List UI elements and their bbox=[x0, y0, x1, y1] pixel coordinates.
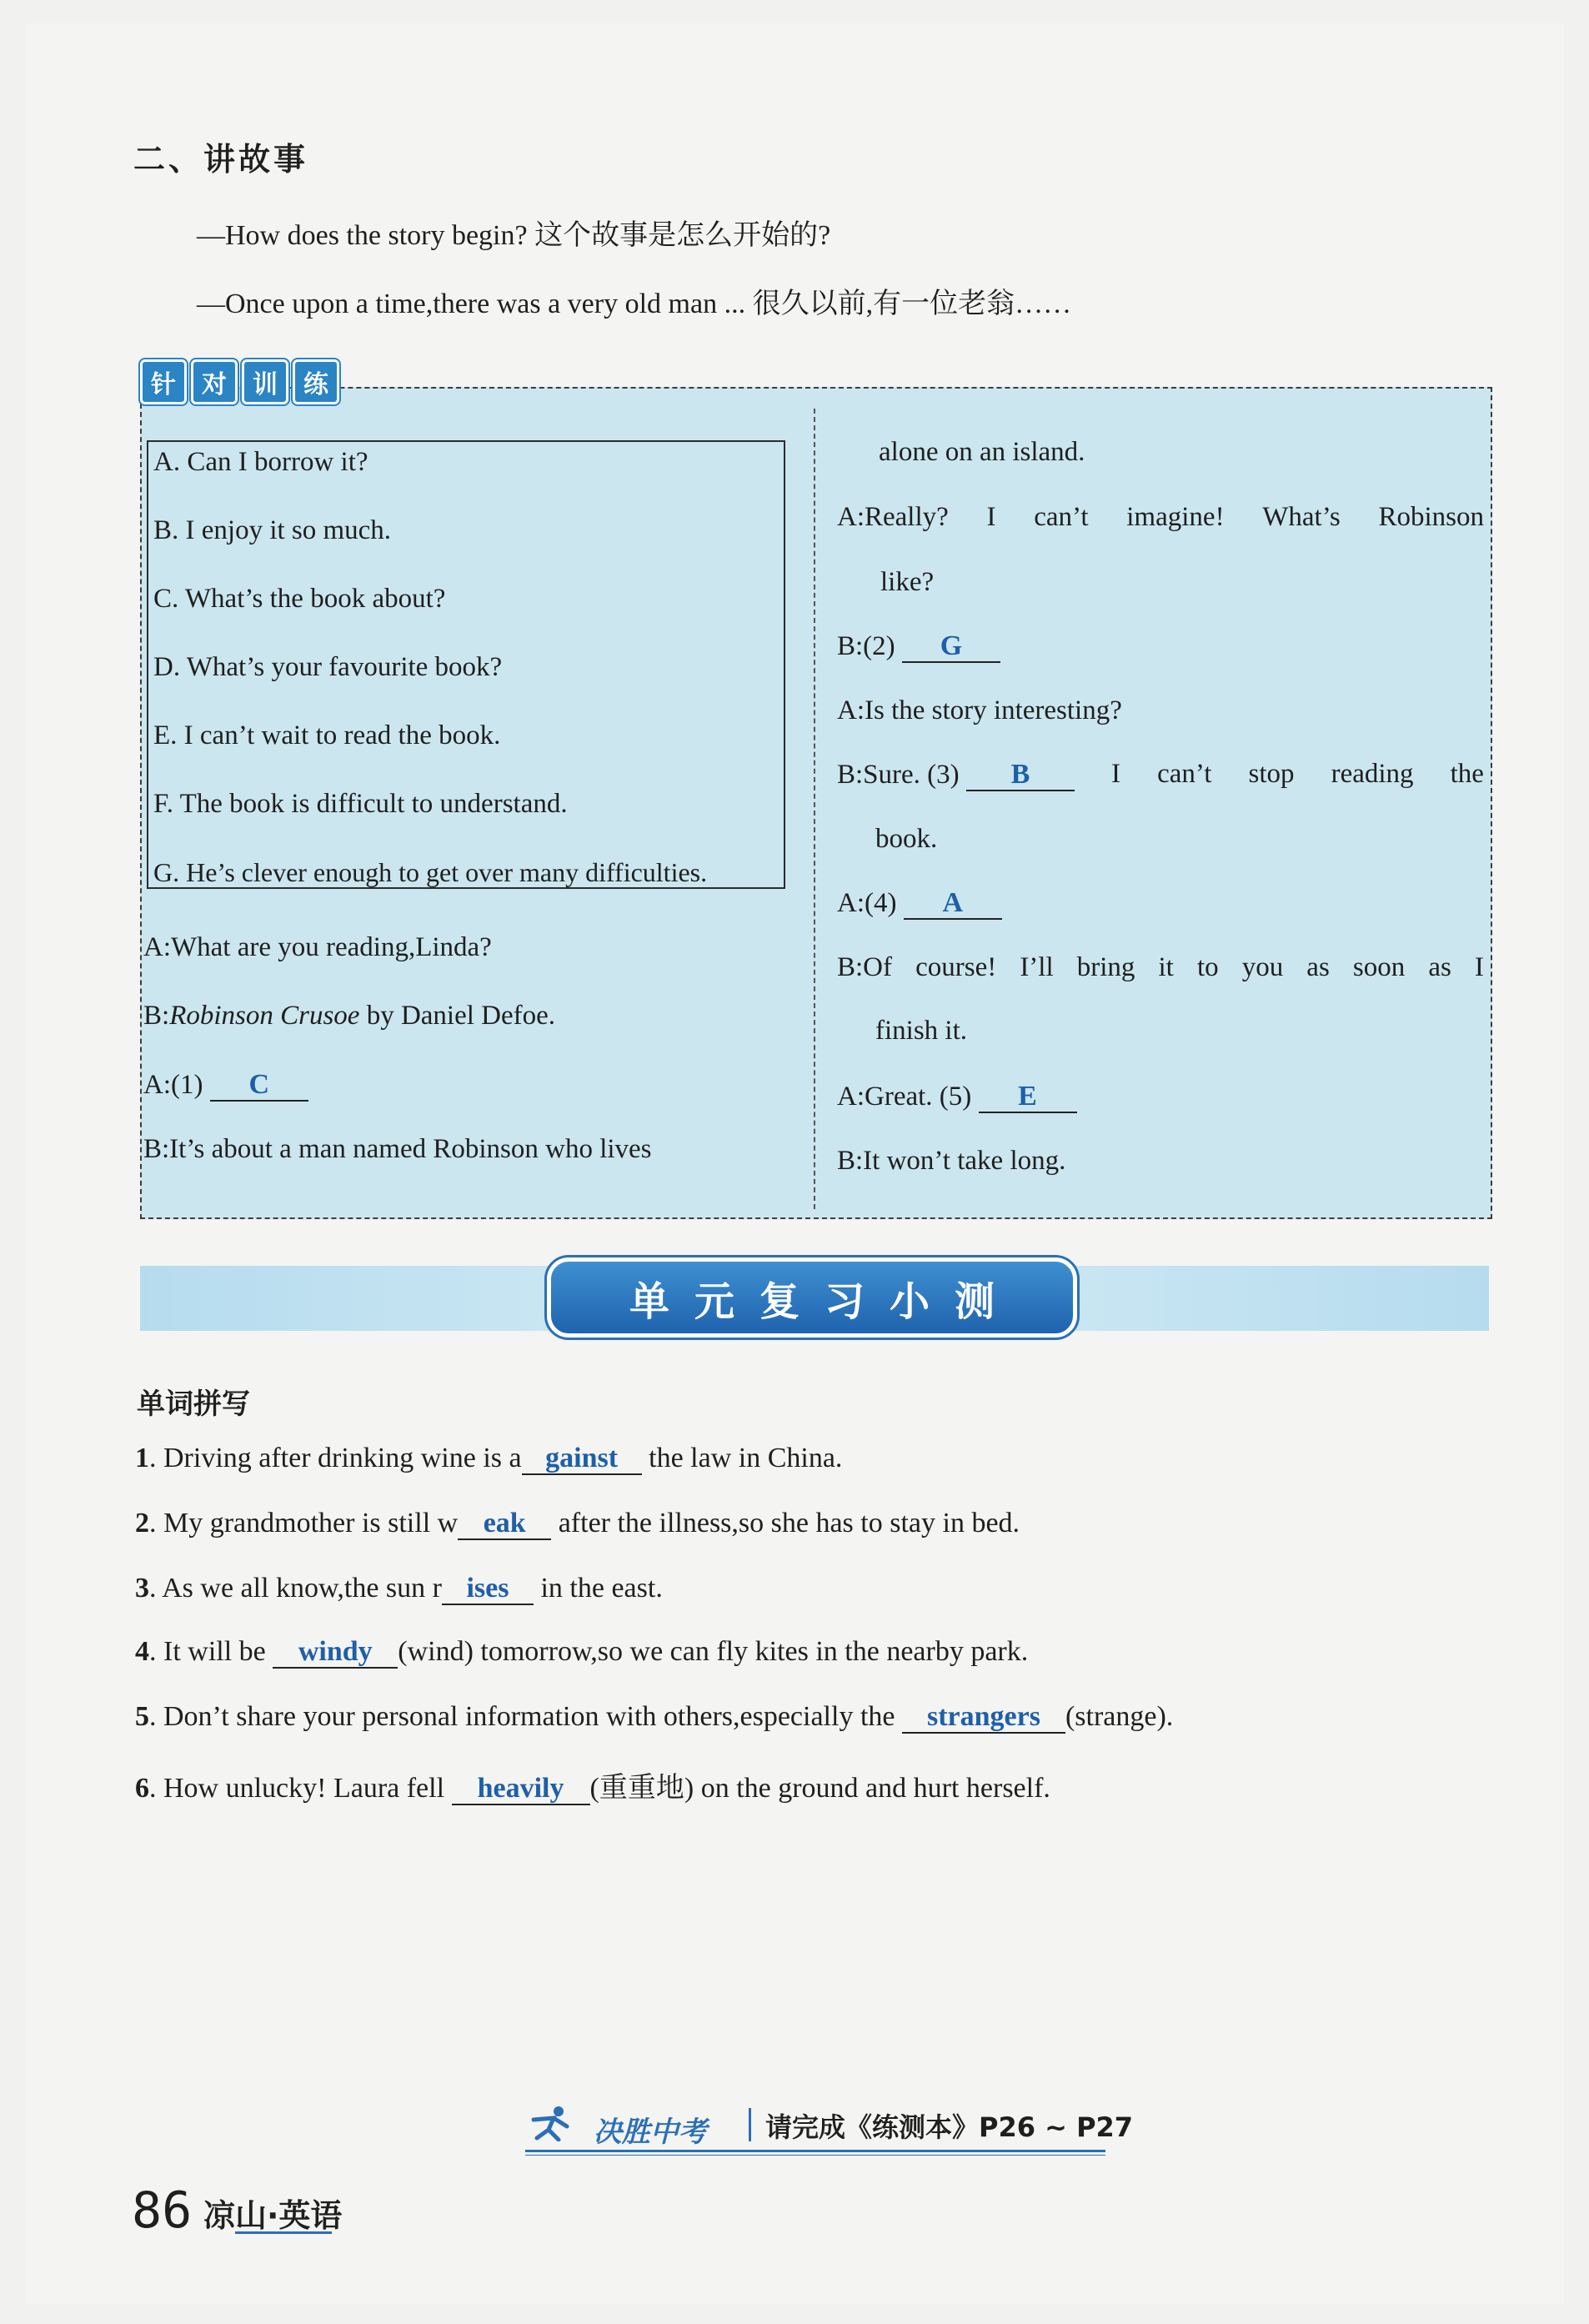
answer-blank[interactable]: heavily bbox=[452, 1773, 590, 1805]
dialogue-line bbox=[837, 1081, 1077, 1113]
dialogue-word: course! bbox=[915, 952, 997, 982]
dialogue-text: by Daniel Defoe. bbox=[359, 1001, 556, 1031]
dialogue-line bbox=[143, 1001, 555, 1031]
dialogue-line: alone on an island. bbox=[879, 437, 1085, 467]
page-label-underline bbox=[235, 2231, 332, 2234]
dialogue-line: B:It won’t take long. bbox=[837, 1146, 1066, 1176]
answer-blank[interactable]: windy bbox=[273, 1636, 398, 1669]
answer-blank[interactable]: eak bbox=[458, 1508, 551, 1540]
page-label: 凉山·英语 bbox=[203, 2197, 343, 2234]
vocab-question bbox=[135, 1636, 1028, 1669]
section-heading: 二、讲故事 bbox=[133, 141, 309, 178]
answer-blank[interactable]: B bbox=[966, 759, 1075, 791]
dialogue-text: A:Great. (5) bbox=[837, 1082, 972, 1112]
dialogue-word: I bbox=[1474, 952, 1484, 982]
question-number: 2 bbox=[135, 1508, 149, 1538]
dialogue-word: I’ll bbox=[1020, 952, 1054, 982]
question-text: (strange). bbox=[1065, 1701, 1174, 1732]
option-item: F. The book is difficult to understand. bbox=[153, 789, 568, 819]
dialogue-word: imagine! bbox=[1126, 502, 1225, 532]
question-text: in the east. bbox=[533, 1573, 663, 1604]
dialogue-word: it bbox=[1158, 952, 1174, 982]
story-answer-line: —Once upon a time,there was a very old man ... 很久以前,有一位老翁…… bbox=[197, 289, 1072, 319]
story-question-line: —How does the story begin? 这个故事是怎么开始的? bbox=[197, 220, 831, 251]
question-number: 5 bbox=[135, 1701, 149, 1732]
dialogue-word: I bbox=[986, 502, 996, 532]
dialogue-line bbox=[143, 1069, 308, 1102]
option-item: B. I enjoy it so much. bbox=[153, 515, 392, 545]
options-box bbox=[147, 440, 785, 889]
footer-underline bbox=[525, 2150, 1105, 2152]
footer-separator bbox=[749, 2108, 751, 2141]
practice-tag-char: 针 bbox=[140, 359, 187, 404]
practice-tag bbox=[140, 360, 339, 404]
dialogue-word: I bbox=[1110, 759, 1120, 789]
answer-blank[interactable]: gainst bbox=[522, 1443, 642, 1475]
dialogue-line bbox=[837, 502, 1484, 533]
dialogue-word: soon bbox=[1352, 952, 1406, 982]
dialogue-line bbox=[837, 952, 1484, 983]
question-number: 3 bbox=[135, 1573, 149, 1604]
dialogue-line: A:Is the story interesting? bbox=[837, 695, 1122, 725]
footer-logo bbox=[525, 2105, 707, 2150]
question-text: the law in China. bbox=[641, 1443, 843, 1473]
dialogue-word: as bbox=[1428, 952, 1451, 982]
vocab-question bbox=[135, 1443, 842, 1475]
dialogue-word: B:Of bbox=[837, 952, 892, 982]
dialogue-word: Robinson bbox=[1378, 502, 1484, 532]
dialogue-speaker: B: bbox=[143, 1001, 170, 1031]
dialogue-line: book. bbox=[875, 824, 938, 854]
page-number: 86 bbox=[132, 2181, 193, 2240]
question-number: 1 bbox=[135, 1443, 149, 1473]
vocab-title: 单词拼写 bbox=[137, 1388, 250, 1421]
footer-task: 请完成《练测本》P26 ~ P27 bbox=[765, 2111, 1134, 2143]
banner-title: 单元复习小测 bbox=[547, 1257, 1077, 1338]
dialogue-text: B:(2) bbox=[837, 631, 895, 661]
logo-text: 决胜中考 bbox=[593, 2116, 707, 2149]
dialogue-word: reading bbox=[1331, 759, 1414, 789]
footer-underline bbox=[525, 2155, 1105, 2156]
practice-tag-char: 对 bbox=[191, 359, 238, 404]
answer-blank[interactable]: strangers bbox=[902, 1701, 1065, 1734]
dialogue-word: you bbox=[1241, 952, 1284, 982]
option-item: A. Can I borrow it? bbox=[153, 447, 368, 477]
question-number: 6 bbox=[135, 1773, 149, 1804]
dialogue-line bbox=[837, 759, 1484, 791]
dialogue-word: bring bbox=[1076, 952, 1135, 982]
question-text: after the illness,so she has to stay in bed. bbox=[551, 1508, 1020, 1538]
question-text: . It will be bbox=[149, 1636, 273, 1667]
dialogue-word: can’t bbox=[1157, 759, 1212, 789]
dialogue-text-group bbox=[837, 759, 1075, 791]
answer-blank[interactable]: E bbox=[979, 1081, 1077, 1113]
dialogue-word: to bbox=[1196, 952, 1219, 982]
dialogue-line: like? bbox=[880, 567, 935, 597]
answer-blank[interactable]: C bbox=[210, 1069, 308, 1102]
answer-blank[interactable]: A bbox=[904, 887, 1002, 920]
option-item: D. What’s your favourite book? bbox=[153, 652, 503, 682]
answer-blank[interactable]: G bbox=[902, 630, 1000, 663]
option-item: C. What’s the book about? bbox=[153, 584, 446, 614]
question-text: . As we all know,the sun r bbox=[149, 1573, 442, 1604]
dialogue-word: as bbox=[1306, 952, 1330, 982]
question-text: (wind) tomorrow,so we can fly kites in the nearby park. bbox=[398, 1636, 1029, 1667]
dialogue-text: A:(1) bbox=[143, 1070, 203, 1100]
practice-tag-char: 练 bbox=[293, 359, 339, 404]
dialogue-word: A:Really? bbox=[837, 502, 949, 532]
book-title: Robinson Crusoe bbox=[169, 1001, 360, 1031]
dialogue-word: the bbox=[1450, 759, 1484, 789]
dialogue-line: A:What are you reading,Linda? bbox=[143, 932, 492, 962]
dialogue-word: What’s bbox=[1262, 502, 1341, 532]
practice-tag-char: 训 bbox=[242, 359, 288, 404]
vocab-question bbox=[135, 1508, 1020, 1540]
dialogue-line bbox=[837, 887, 1002, 920]
question-number: 4 bbox=[135, 1636, 149, 1667]
question-text: . Don’t share your personal information with others,especially the bbox=[149, 1701, 902, 1732]
vocab-question bbox=[135, 1764, 1050, 1805]
question-text: . Driving after drinking wine is a bbox=[149, 1443, 522, 1473]
dialogue-text: B:Sure. (3) bbox=[837, 760, 960, 790]
dialogue-word: stop bbox=[1248, 759, 1295, 789]
column-divider bbox=[814, 409, 815, 1209]
vocab-question bbox=[135, 1701, 1173, 1734]
runner-icon bbox=[525, 2116, 585, 2149]
dialogue-word: can’t bbox=[1034, 502, 1089, 532]
dialogue-line bbox=[837, 630, 1000, 663]
answer-blank[interactable]: ises bbox=[442, 1573, 534, 1605]
dialogue-line: B:It’s about a man named Robinson who lives bbox=[143, 1134, 652, 1164]
dialogue-text: A:(4) bbox=[837, 888, 897, 918]
vocab-question bbox=[135, 1573, 663, 1605]
option-item: E. I can’t wait to read the book. bbox=[153, 720, 501, 750]
question-text: . My grandmother is still w bbox=[149, 1508, 459, 1538]
question-text: . How unlucky! Laura fell bbox=[149, 1773, 452, 1804]
option-item: G. He’s clever enough to get over many difficulties. bbox=[153, 857, 708, 887]
dialogue-line: finish it. bbox=[875, 1016, 968, 1046]
question-text: (重重地) on the ground and hurt herself. bbox=[589, 1773, 1050, 1804]
